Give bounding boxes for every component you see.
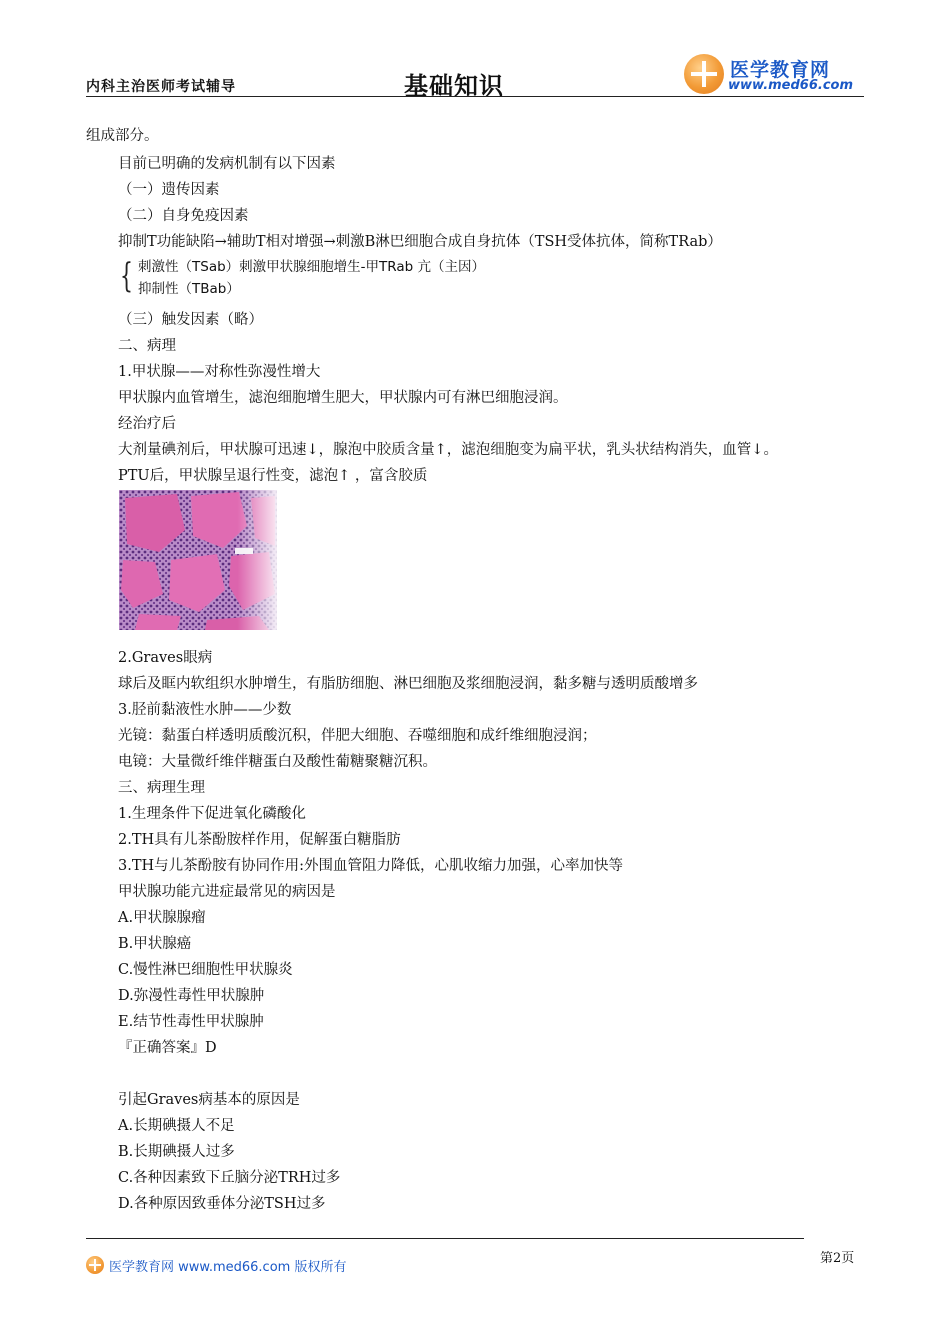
text-line: （三）触发因素（略） <box>118 312 263 328</box>
text-line: 电镜：大量微纤维伴糖蛋白及酸性葡糖聚糖沉积。 <box>118 754 437 770</box>
question-stem: 甲状腺功能亢进症最常见的病因是 <box>118 884 336 900</box>
text-line: 甲状腺内血管增生，滤泡细胞增生肥大，甲状腺内可有淋巴细胞浸润。 <box>118 390 568 406</box>
site-logo <box>684 54 864 96</box>
page-number: 第2页 <box>820 1251 855 1266</box>
question-option: D.各种原因致垂体分泌TSH过多 <box>118 1196 326 1212</box>
header-rule <box>86 96 864 97</box>
text-line: 3.TH与儿茶酚胺有协同作用:外围血管阻力降低，心肌收缩力加强，心率加快等 <box>118 858 624 874</box>
question-option: D.弥漫性毒性甲状腺肿 <box>118 988 265 1004</box>
text-line: （一）遗传因素 <box>118 182 220 198</box>
footer-logo-icon <box>86 1256 104 1274</box>
header-section-title: 基础知识 <box>404 72 504 100</box>
text-line: 球后及眶内软组织水肿增生，有脂肪细胞、淋巴细胞及浆细胞浸润，黏多糖与透明质酸增多 <box>118 676 698 692</box>
text-line: 1.甲状腺——对称性弥漫性增大 <box>118 364 321 380</box>
page-header <box>86 52 864 98</box>
question-option: A.长期碘摄人不足 <box>118 1118 235 1134</box>
question-option: C.各种因素致下丘脑分泌TRH过多 <box>118 1170 341 1186</box>
text-line: 组成部分。 <box>86 128 159 144</box>
question-stem: 引起Graves病基本的原因是 <box>118 1092 300 1108</box>
text-line: 抑制T功能缺陷→辅助T相对增强→刺激B淋巴细胞合成自身抗体（TSH受体抗体，简称TRab） <box>118 234 722 250</box>
question-option: B.长期碘摄人过多 <box>118 1144 235 1160</box>
question-option: B.甲状腺癌 <box>118 936 192 952</box>
stimulating-antibody: 刺激性（TSab）刺激甲状腺细胞增生-甲TRab 亢（主因） <box>138 259 485 275</box>
antibody-types <box>118 254 638 300</box>
blocking-antibody: 抑制性（TBab） <box>138 281 240 297</box>
brace-symbol: { <box>120 256 133 296</box>
text-line: 经治疗后 <box>118 416 176 432</box>
text-line: （二）自身免疫因素 <box>118 208 249 224</box>
text-line: 光镜：黏蛋白样透明质酸沉积，伴肥大细胞、吞噬细胞和成纤维细胞浸润； <box>118 728 597 744</box>
text-line: 2.Graves眼病 <box>118 650 213 666</box>
text-line: 3.胫前黏液性水肿——少数 <box>118 702 292 718</box>
question-option: A.甲状腺腺瘤 <box>118 910 206 926</box>
correct-answer: 『正确答案』D <box>118 1040 217 1056</box>
header-course-title: 内科主治医师考试辅导 <box>86 79 236 95</box>
logo-url: www.med66.com <box>728 78 854 93</box>
section-heading: 二、病理 <box>118 338 176 354</box>
cross-logo-icon <box>684 54 724 94</box>
footer-copyright: 医学教育网 www.med66.com 版权所有 <box>109 1260 347 1275</box>
thyroid-histology-image <box>119 490 277 630</box>
text-line: 2.TH具有儿茶酚胺样作用，促解蛋白糖脂肪 <box>118 832 401 848</box>
text-line: 目前已明确的发病机制有以下因素 <box>118 156 336 172</box>
text-line: 大剂量碘剂后，甲状腺可迅速↓，腺泡中胶质含量↑，滤泡细胞变为扁平状，乳头状结构消失，血管↓。 <box>118 442 778 458</box>
footer-rule <box>86 1238 804 1239</box>
text-line: 1.生理条件下促进氧化磷酸化 <box>118 806 306 822</box>
question-option: C.慢性淋巴细胞性甲状腺炎 <box>118 962 293 978</box>
text-line: PTU后，甲状腺呈退行性变，滤泡↑ ，富含胶质 <box>118 468 428 484</box>
section-heading: 三、病理生理 <box>118 780 205 796</box>
question-option: E.结节性毒性甲状腺肿 <box>118 1014 264 1030</box>
logo-name: 医学教育网 <box>730 59 831 81</box>
